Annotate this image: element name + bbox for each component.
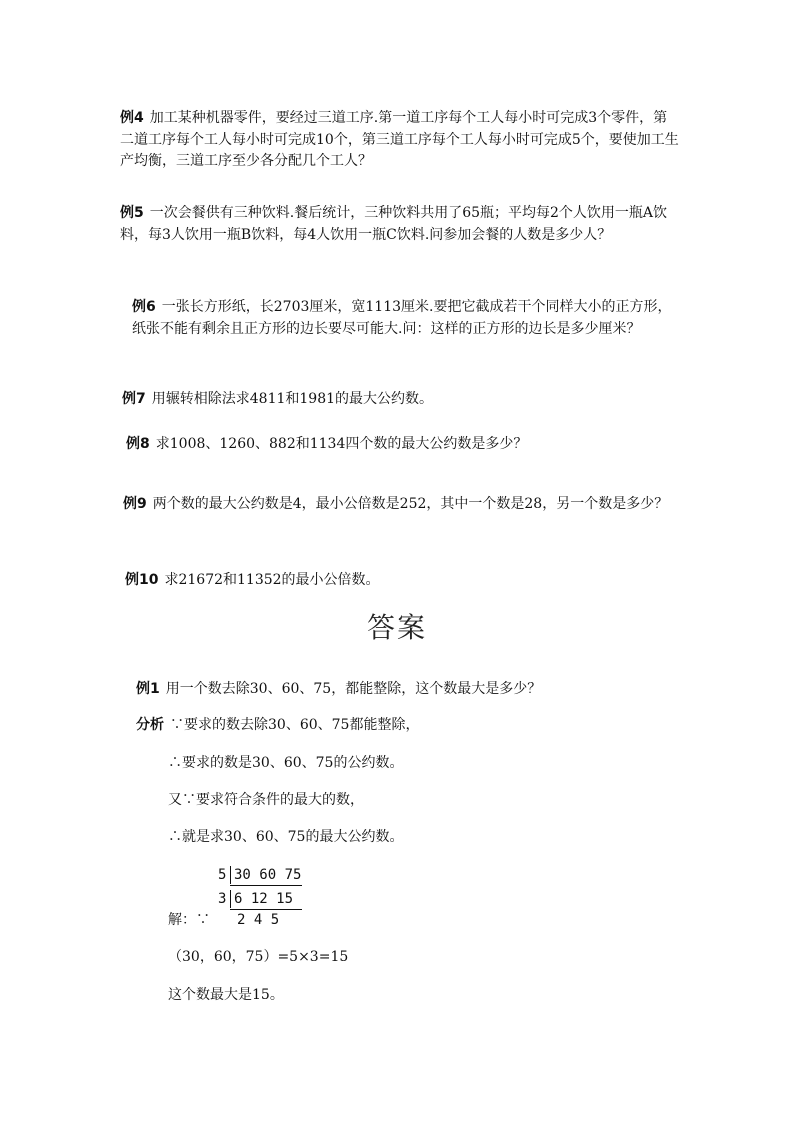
- division-divisor-1: 5: [218, 867, 227, 883]
- problem-label: 例7: [122, 391, 146, 407]
- problem-text: 求21672和11352的最小公倍数。: [164, 572, 380, 588]
- analysis-label: 分析: [136, 717, 164, 733]
- conclusion-line: 这个数最大是15。: [168, 987, 284, 1003]
- problem-text: 两个数的最大公约数是4，最小公倍数是252，其中一个数是28，另一个数是多少？: [152, 496, 669, 512]
- division-line: [230, 909, 302, 910]
- problem-9: [123, 494, 683, 516]
- example-text: 用一个数去除30、60、75，都能整除，这个数最大是多少？: [165, 681, 542, 697]
- analysis-line-1: [136, 715, 419, 735]
- problem-6: [132, 297, 680, 340]
- problem-label: 例8: [126, 436, 150, 452]
- division-bar: [230, 890, 231, 908]
- solution-label: 解：∵: [168, 912, 210, 928]
- problem-8: [126, 434, 686, 456]
- problem-text: 加工某种机器零件，要经过三道工序.第一道工序每个工人每小时可完成3个零件，第二道工序每个工人每小时可完成10个，第三道工序每个工人每小时可完成5个，要使加工生产均衡，三道工序至少各分配几个工人？: [120, 110, 679, 169]
- analysis-line-4: ∴就是求30、60、75的最大公约数。: [168, 829, 404, 845]
- problem-text: 求1008、1260、882和1134四个数的最大公约数是多少？: [155, 436, 528, 452]
- answer-title: 答案: [366, 611, 427, 644]
- problem-7: [122, 389, 682, 411]
- problem-label: 例5: [120, 205, 144, 221]
- problem-label: 例6: [132, 299, 156, 315]
- problem-text: 一次会餐供有三种饮料.餐后统计，三种饮料共用了65瓶；平均每2个人饮用一瓶A饮料，每3人饮用一瓶B饮料，每4人饮用一瓶C饮料.问参加会餐的人数是多少人？: [120, 205, 668, 243]
- analysis-line-3: 又∵要求符合条件的最大的数，: [168, 792, 364, 808]
- problem-label: 例4: [120, 110, 144, 126]
- problem-5: [120, 203, 680, 246]
- division-line: [230, 885, 302, 886]
- division-values-2: 6 12 15: [234, 891, 294, 907]
- problem-10: [125, 570, 685, 592]
- problem-text: 一张长方形纸，长2703厘米，宽1113厘米.要把它截成若干个同样大小的正方形，纸张不能有剩余且正方形的边长要尽可能大.问：这样的正方形的边长是多少厘米？: [132, 299, 672, 337]
- problem-label: 例10: [125, 572, 159, 588]
- division-divisor-2: 3: [218, 891, 227, 907]
- analysis-line-2: ∴要求的数是30、60、75的公约数。: [168, 755, 404, 771]
- division-values-3: 2 4 5: [237, 912, 280, 928]
- problem-4: [120, 108, 680, 173]
- analysis-text: ∵要求的数去除30、60、75都能整除，: [170, 717, 420, 733]
- problem-label: 例9: [123, 496, 147, 512]
- example-label: 例1: [136, 681, 160, 697]
- problem-text: 用辗转相除法求4811和1981的最大公约数。: [151, 391, 434, 407]
- division-values-1: 30 60 75: [234, 867, 302, 883]
- answer-example: [136, 679, 541, 699]
- result-line: （30，60，75）=5×3=15: [168, 949, 349, 965]
- division-bar: [230, 866, 231, 884]
